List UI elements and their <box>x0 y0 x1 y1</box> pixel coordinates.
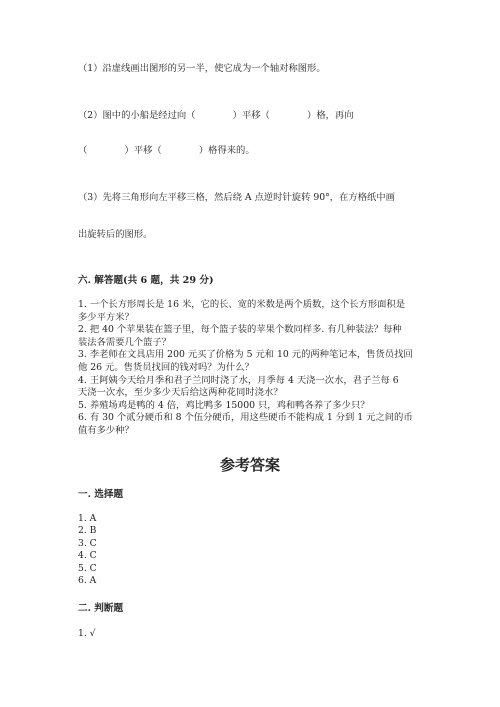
answer-item: 6. A <box>78 575 97 587</box>
q5-part2-line2: （ ）平移（ ）格得来的。 <box>78 145 255 156</box>
judge-heading: 二. 判断题 <box>78 603 124 614</box>
answer-item: 2. B <box>78 525 97 537</box>
question-line: 他 26 元。售货员找回的钱对吗？为什么？ <box>78 361 254 373</box>
answer-item: 3. C <box>78 537 97 549</box>
choice-heading: 一. 选择题 <box>78 489 124 500</box>
q5-part3-line1: （3）先将三角形向左平移三格，然后绕 A 点逆时针旋转 90°，在方格纸中画 <box>78 192 395 203</box>
question-line: 值有多少种？ <box>78 424 134 436</box>
q5-part3-line2: 出旋转后的图形。 <box>78 229 153 240</box>
answer-item: 5. C <box>78 562 97 574</box>
question-line: 装法各需要几个篮子？ <box>78 336 171 348</box>
choice-answers <box>78 513 97 587</box>
question-line: 4. 王阿姨今天给月季和君子兰同时浇了水，月季每 4 天浇一次水，君子兰每 6 <box>78 374 399 386</box>
question-line: 多少平方米？ <box>78 311 134 323</box>
judge-answers <box>78 628 96 640</box>
question-line: 天浇一次水，至少多少天后给这两种花同时浇水？ <box>78 387 283 399</box>
answer-item: 4. C <box>78 550 97 562</box>
q5-part1: （1）沿虚线画出图形的另一半，使它成为一个轴对称图形。 <box>78 63 326 74</box>
answer-title: 参考答案 <box>219 456 280 474</box>
question-line: 5. 养殖场鸡是鸭的 4 倍，鸡比鸭多 15000 只，鸡和鸭各养了多少只？ <box>78 399 370 411</box>
section6-heading: 六. 解答题(共 6 题，共 29 分) <box>78 275 214 286</box>
section6-questions <box>78 299 428 438</box>
answer-item: 1. √ <box>78 628 96 639</box>
q5-part2-line1: （2）图中的小船是经过向（ ）平移（ ）格，再向 <box>78 110 354 121</box>
question-line: 6. 有 30 个贰分硬币和 8 个伍分硬币，用这些硬币不能构成 1 分到 1 元之间的币 <box>78 412 413 424</box>
question-line: 1. 一个长方形周长是 16 米，它的长、宽的米数是两个质数，这个长方形面积是 <box>78 299 406 310</box>
question-line: 3. 李老师在文具店用 200 元买了价格为 5 元和 10 元的两种笔记本，售货员找回 <box>78 349 413 361</box>
question-line: 2. 把 40 个苹果装在篮子里，每个篮子装的苹果个数同样多. 有几种装法？每种 <box>78 324 402 336</box>
answer-item: 1. A <box>78 513 97 524</box>
